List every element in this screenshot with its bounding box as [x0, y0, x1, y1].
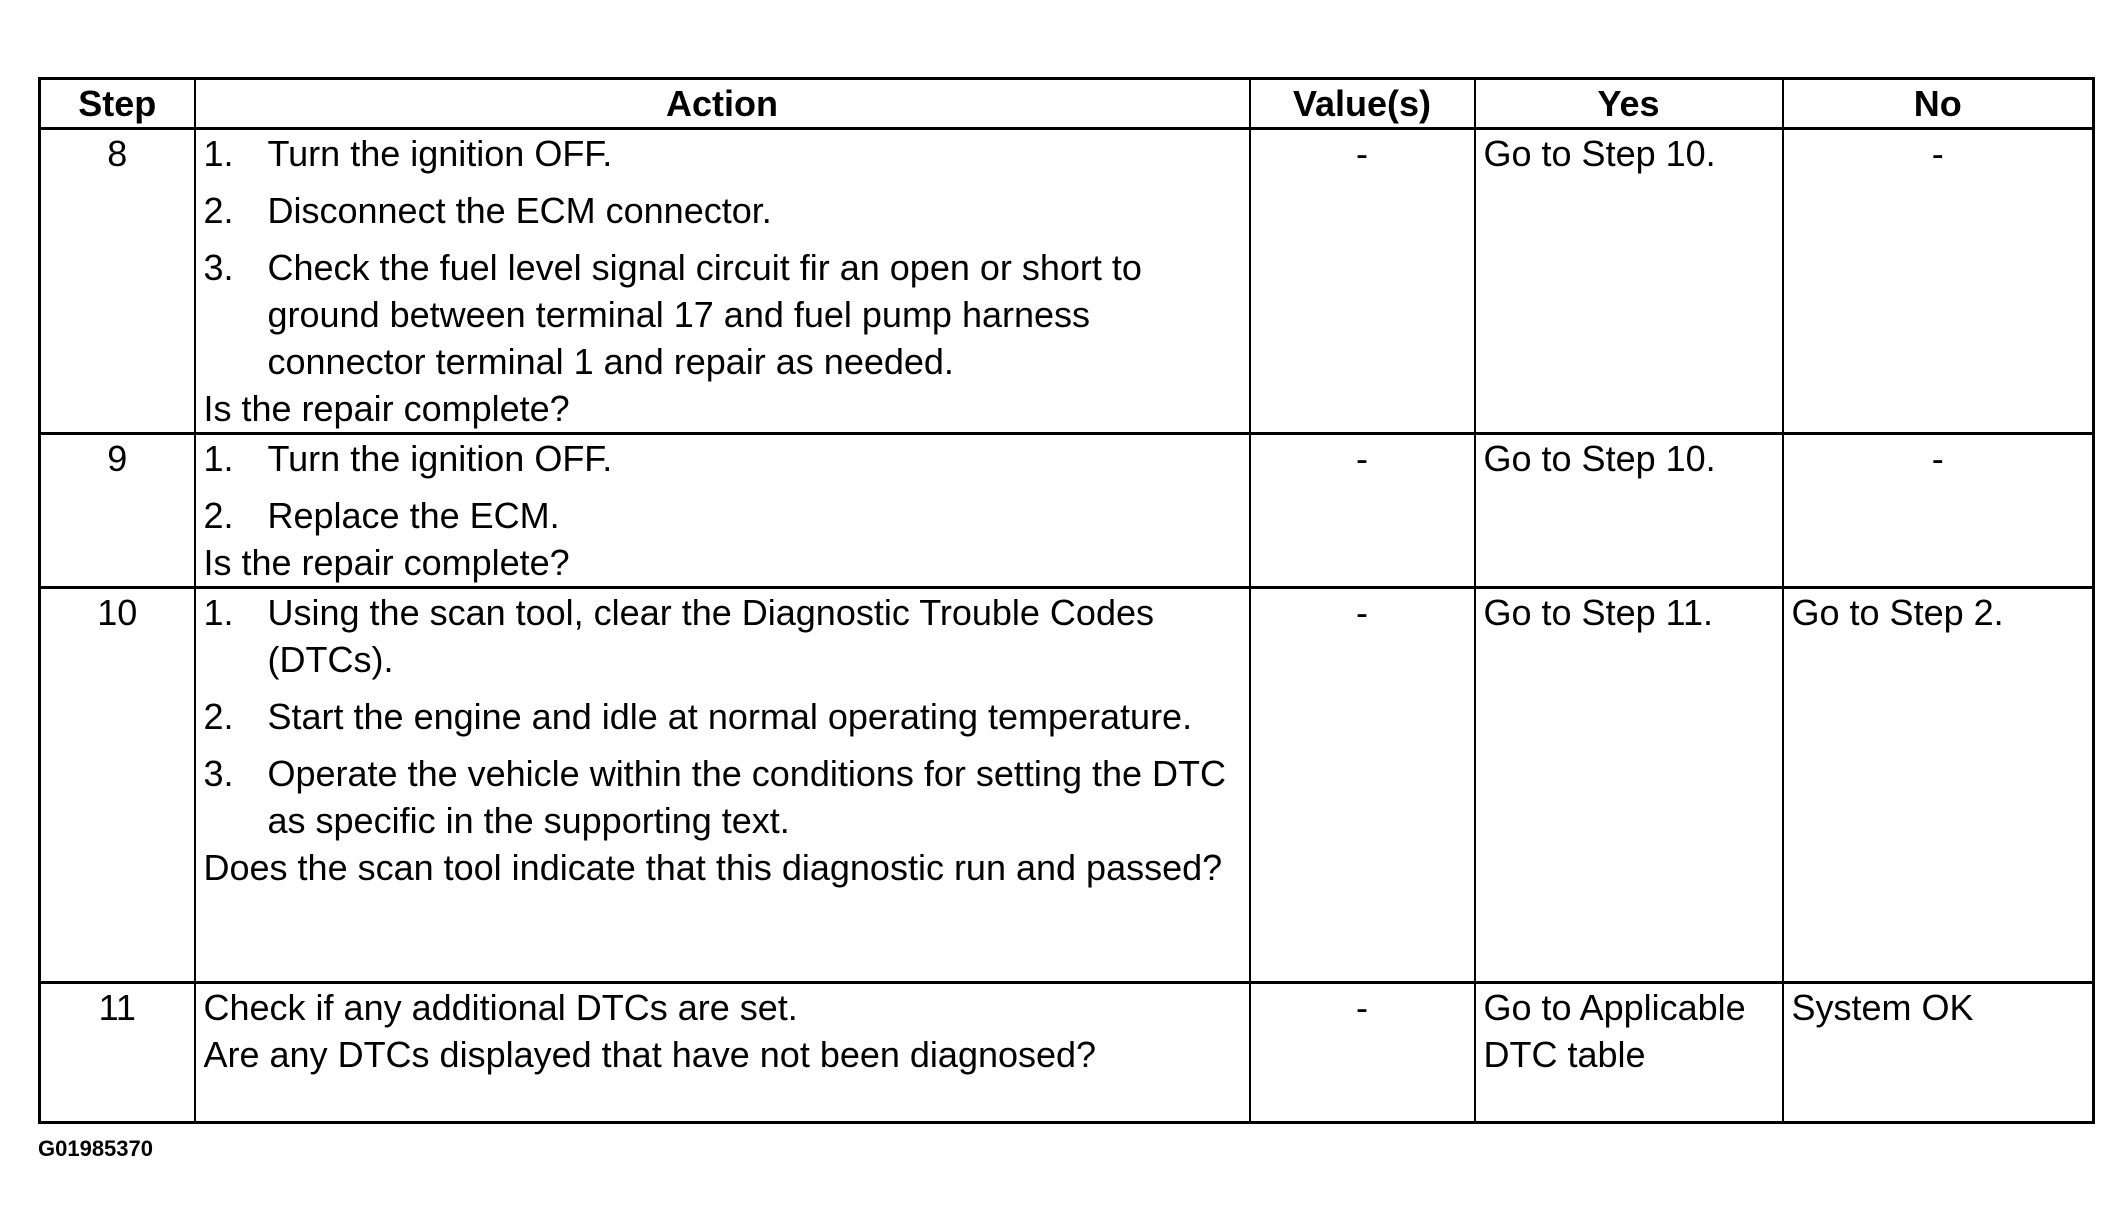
table-row [40, 983, 2094, 1123]
value-cell: - [1250, 588, 1475, 983]
question-text: Is the repair complete? [203, 388, 570, 429]
item-text: Check the fuel level signal circuit fir an open or short to ground between terminal 17 and fuel pump harness connector terminal 1 and repair as needed. [267, 247, 1142, 382]
list-item [204, 589, 1241, 683]
table-row [40, 588, 2094, 983]
step-number: 11 [40, 983, 195, 1123]
action-list [204, 130, 1241, 385]
list-item [204, 244, 1241, 385]
action-cell [195, 129, 1250, 434]
yes-cell: Go to Step 11. [1475, 588, 1783, 983]
question-text: Does the scan tool indicate that this diagnostic run and passed? [203, 847, 1223, 888]
item-text: Turn the ignition OFF. [267, 438, 613, 479]
table-header-row [40, 79, 2094, 129]
action-cell [195, 983, 1250, 1123]
yes-cell: Go to Step 10. [1475, 434, 1783, 588]
item-number: 1. [203, 133, 234, 174]
yes-cell: Go to Applicable DTC table [1475, 983, 1783, 1123]
item-number: 3. [203, 247, 234, 288]
no-cell: - [1783, 129, 2094, 434]
header-step: Step [40, 79, 195, 129]
action-line: Check if any additional DTCs are set. [203, 987, 798, 1028]
item-text: Start the engine and idle at normal operating temperature. [267, 696, 1193, 737]
item-number: 1. [203, 592, 234, 633]
question-text: Are any DTCs displayed that have not been diagnosed? [203, 1034, 1097, 1075]
value-cell: - [1250, 129, 1475, 434]
no-cell: System OK [1783, 983, 2094, 1123]
list-item [204, 492, 1241, 539]
list-item [204, 693, 1241, 740]
step-number: 9 [40, 434, 195, 588]
no-cell: Go to Step 2. [1783, 588, 2094, 983]
list-item [204, 130, 1241, 177]
header-no: No [1783, 79, 2094, 129]
item-number: 2. [203, 696, 234, 737]
header-values: Value(s) [1250, 79, 1475, 129]
item-text: Using the scan tool, clear the Diagnostic Trouble Codes (DTCs). [267, 592, 1154, 680]
value-cell: - [1250, 434, 1475, 588]
diagnostic-table [38, 77, 2095, 1124]
step-number: 10 [40, 588, 195, 983]
value-cell: - [1250, 983, 1475, 1123]
header-yes: Yes [1475, 79, 1783, 129]
item-number: 2. [203, 190, 234, 231]
table-row [40, 129, 2094, 434]
item-text: Disconnect the ECM connector. [267, 190, 772, 231]
step-number: 8 [40, 129, 195, 434]
header-action: Action [195, 79, 1250, 129]
item-text: Operate the vehicle within the conditions for setting the DTC as specific in the supporting text. [267, 753, 1226, 841]
item-number: 2. [203, 495, 234, 536]
list-item [204, 187, 1241, 234]
list-item [204, 750, 1241, 844]
item-text: Replace the ECM. [267, 495, 560, 536]
table-row [40, 434, 2094, 588]
yes-cell: Go to Step 10. [1475, 129, 1783, 434]
action-list [204, 589, 1241, 844]
action-list [204, 435, 1241, 539]
no-cell: - [1783, 434, 2094, 588]
item-text: Turn the ignition OFF. [267, 133, 613, 174]
action-cell [195, 434, 1250, 588]
item-number: 1. [203, 438, 234, 479]
item-number: 3. [203, 753, 234, 794]
list-item [204, 435, 1241, 482]
figure-id: G01985370 [38, 1136, 153, 1161]
action-cell [195, 588, 1250, 983]
question-text: Is the repair complete? [203, 542, 570, 583]
